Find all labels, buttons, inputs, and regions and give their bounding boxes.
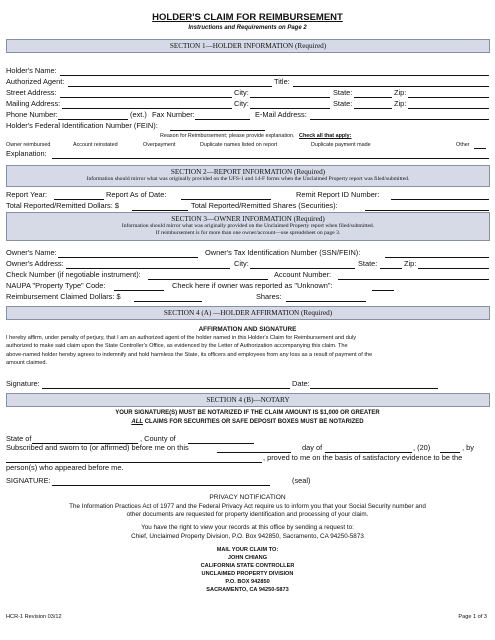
signature-field[interactable] [42,388,290,389]
street-city-label: City: [234,88,249,97]
section-1-title: SECTION 1—HOLDER INFORMATION (Required) [169,42,327,50]
section-1-header [6,39,490,53]
mailing-zip-label: Zip: [394,99,407,108]
authorized-agent-field[interactable] [68,86,272,87]
affirmation-line-2: authorized to make said claim upon the State Controller's Office, as evidenced by the Letter of Authorization accompanying this claim. The [6,343,348,350]
mailing-state-field[interactable] [354,108,392,109]
reason-duplicate-payment[interactable]: Duplicate payment made [311,142,371,148]
section-3-title: SECTION 3—OWNER INFORMATION (Required) [171,215,325,223]
notary-warning-2 [0,419,495,425]
notary-rest-text: CLAIMS FOR SECURITIES OR SAFE DEPOSIT BOXES MUST BE NOTARIZED [143,419,364,425]
owners-address-field[interactable] [66,268,230,269]
explanation-field[interactable] [52,158,489,159]
mailing-address-field[interactable] [62,108,232,109]
remit-report-id-label: Remit Report ID Number: [296,190,380,199]
date-label: Date: [292,379,310,388]
owners-tin-field[interactable] [385,257,489,258]
fax-field[interactable] [195,119,250,120]
county-of-field[interactable] [188,443,254,444]
claimed-dollars-field[interactable] [134,301,202,302]
explanation-label: Explanation: [6,149,47,158]
reason-other[interactable]: Other [456,142,470,148]
section-2-header [6,165,490,187]
owners-city-label: City: [234,259,249,268]
owners-state-field[interactable] [380,268,402,269]
affirmation-text [6,334,490,367]
section-2-note: Information should mirror what was originally provided on the UFS-1 and 14-F forms when the Unclaimed Property report was filed/submitted. [86,176,410,182]
fax-label: Fax Number: [152,110,195,119]
mailing-city-field[interactable] [250,108,330,109]
report-as-of-field[interactable] [181,199,271,200]
mail-line-4: P.O. BOX 942850 [225,579,270,585]
affirmation-heading: AFFIRMATION AND SIGNATURE [198,326,297,333]
report-year-field[interactable] [54,199,104,200]
affirmation-line-4: amount claimed. [6,359,48,366]
by-label: , by [462,443,474,452]
ext-label: (ext.) [130,110,147,119]
mailing-state-label: State: [333,99,353,108]
county-of-label: , County of [140,434,176,443]
holders-name-label: Holder's Name: [6,66,57,75]
form-subtitle: Instructions and Requirements on Page 2 [188,25,307,31]
shares-field[interactable] [286,301,366,302]
mail-line-1: JOHN CHIANG [227,555,268,561]
section-3-header [6,212,490,241]
fein-field[interactable] [170,130,265,131]
report-as-of-label: Report As of Date: [106,190,167,199]
street-state-label: State: [333,88,353,97]
phone-label: Phone Number: [6,110,58,119]
reason-owner-reimbursed[interactable]: Owner reimbursed [6,142,51,148]
reason-account-reinstated[interactable]: Account reinstated [73,142,118,148]
mail-heading: MAIL YOUR CLAIM TO: [216,547,279,553]
state-of-label: State of [6,434,32,443]
owners-name-label: Owner's Name: [6,248,57,257]
owners-name-field[interactable] [58,257,198,258]
mailing-address-label: Mailing Address: [6,99,61,108]
section-4a-header [6,306,490,320]
reason-check-text: Check all that apply: [299,133,352,139]
total-dollars-label: Total Reported/Remitted Dollars: $ [6,201,119,210]
owners-zip-label: Zip: [404,259,417,268]
owners-address-label: Owner's Address: [6,259,64,268]
phone-field[interactable] [58,119,128,120]
reason-duplicate-names[interactable]: Duplicate names listed on report [200,142,278,148]
subscribed-label: Subscribed and sworn to (or affirmed) before me on this [6,443,189,452]
mail-line-2: CALIFORNIA STATE CONTROLLER [200,563,295,569]
reason-prompt-text: Reason for Reimbursement; please provide explanation. [160,133,295,139]
title-label: Title: [274,77,290,86]
account-number-label: Account Number: [274,270,332,279]
check-number-field[interactable] [148,279,268,280]
naupa-field[interactable] [114,290,164,291]
affirmation-line-1: I hereby affirm, under penalty of perjury, that I am an authorized agent of the holder named in this Holder's Claim for Reimbursement and duly [6,335,357,341]
page-number: Page 1 of 3 [458,614,487,620]
section-3-note-1: Information should mirror what was originally provided on the Unclaimed Property report when filed/submitted. [121,223,375,229]
check-number-label: Check Number (if negotiable instrument): [6,270,141,279]
owners-zip-field[interactable] [418,268,489,269]
section-4b-title: SECTION 4 (B)—NOTARY [206,396,290,404]
authorized-agent-label: Authorized Agent: [6,77,65,86]
affirmation-line-3: above-named holder hereby agrees to indemnify and hold harmless the State, its officers and employees from any loss as a result of payment of the [6,351,373,358]
section-3-note-2: If reimbursement is for more than one owner/account—use spreadsheet on page 3. [155,230,341,236]
reason-other-field[interactable] [474,148,486,149]
owners-city-field[interactable] [250,268,355,269]
report-year-label: Report Year: [6,190,48,199]
notary-all-text: ALL [131,419,144,425]
appeared-label: person(s) who appeared before me. [6,463,124,472]
section-4b-header [6,393,490,407]
account-number-field[interactable] [338,279,489,280]
total-shares-field[interactable] [365,210,489,211]
email-label: E-Mail Address: [255,110,307,119]
shares-label: Shares: [256,292,282,301]
privacy-line-1: The Information Practices Act of 1977 and the Federal Privacy Act require us to inform you that your Social Security number and [69,503,426,510]
year-label: , (20) [413,443,431,452]
owners-tin-label: Owner's Tax Identification Number (SSN/FEIN): [205,248,361,257]
total-shares-label: Total Reported/Remitted Shares (Securities): [191,201,338,210]
notary-signature-label: SIGNATURE: [6,476,51,485]
privacy-line-4: Chief, Unclaimed Property Division, P.O. Box 942850, Sacramento, CA 94250-5873 [131,533,364,540]
proved-label: , proved to me on the basis of satisfactory evidence to be the [263,453,463,462]
street-state-field[interactable] [354,97,392,98]
naupa-label: NAUPA "Property Type" Code: [6,281,106,290]
street-zip-field[interactable] [408,97,489,98]
notary-warning-1: YOUR SIGNATURE(S) MUST BE NOTARIZED IF THE CLAIM AMOUNT IS $1,000 OR GREATER [115,410,380,416]
street-address-field[interactable] [60,97,232,98]
check-unknown-field[interactable] [372,290,394,291]
mailing-city-label: City: [234,99,249,108]
section-4a-title: SECTION 4 (A) —HOLDER AFFIRMATION (Required) [163,309,333,317]
signature-label: Signature: [6,379,40,388]
privacy-line-3: You have the right to view your records at this office by sending a request to: [141,524,354,531]
holders-name-field[interactable] [60,75,489,76]
owners-state-label: State: [358,259,378,268]
reason-prompt [160,133,351,139]
section-2-title: SECTION 2—REPORT INFORMATION (Required) [170,168,326,176]
day-of-label: day of [302,443,323,452]
mailing-zip-field[interactable] [408,108,489,109]
check-unknown-label: Check here if owner was reported as "Unknown": [172,281,333,290]
date-field[interactable] [310,388,438,389]
claimed-dollars-label: Reimbursement Claimed Dollars: $ [6,292,121,301]
notary-signature-field[interactable] [52,485,270,486]
mail-line-3: UNCLAIMED PROPERTY DIVISION [201,571,294,577]
fein-label: Holder's Federal Identification Number (FEIN): [6,121,158,130]
privacy-heading: PRIVACY NOTIFICATION [209,494,286,501]
remit-report-id-field[interactable] [391,199,489,200]
street-zip-label: Zip: [394,88,407,97]
form-title: HOLDER'S CLAIM FOR REIMBURSEMENT [152,12,343,23]
mail-line-5: SACRAMENTO, CA 94250-5873 [206,587,289,593]
total-dollars-field[interactable] [132,210,188,211]
privacy-line-2: other documents are requested for property identification and processing of your claim. [126,511,369,518]
email-field[interactable] [310,119,489,120]
reason-overpayment[interactable]: Overpayment [143,142,176,148]
street-address-label: Street Address: [6,88,57,97]
form-revision: HCR-1 Revision 03/12 [6,614,62,620]
title-field[interactable] [293,86,489,87]
seal-label: (seal) [292,476,311,485]
street-city-field[interactable] [250,97,330,98]
